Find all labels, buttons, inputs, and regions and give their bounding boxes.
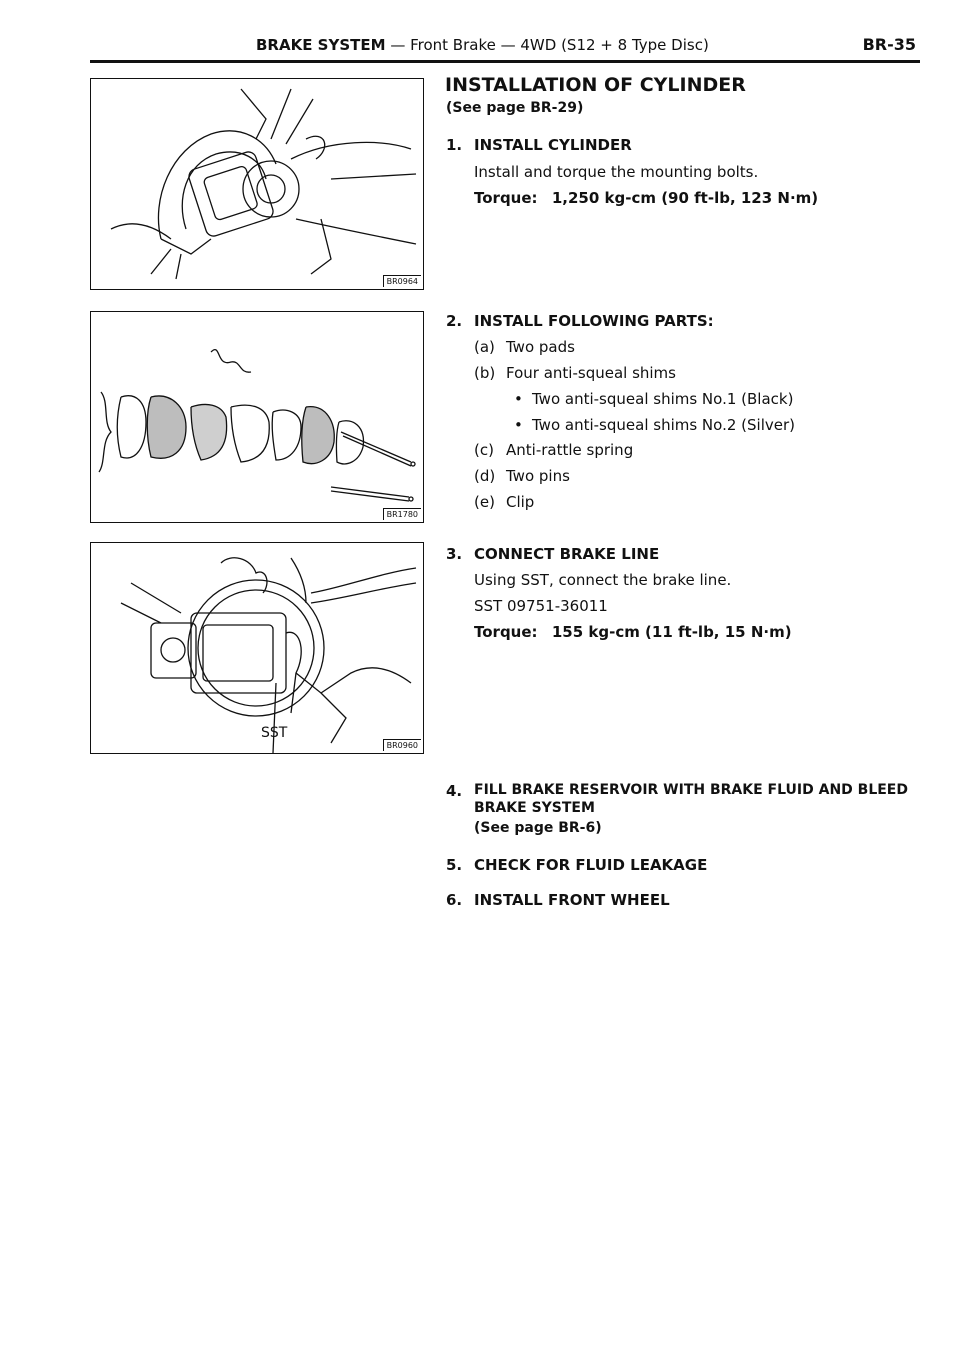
figure-cylinder-install: [90, 78, 424, 290]
step-4-label-cont: [474, 800, 595, 816]
subitem-letter: (d): [474, 467, 496, 485]
step-6: [446, 891, 906, 911]
page-header: [90, 34, 920, 63]
step-1-text: Install and torque the mounting bolts.: [474, 163, 759, 181]
subitem-letter: (e): [474, 493, 495, 511]
section-title: INSTALLATION OF CYLINDER: [445, 74, 746, 96]
step-number: 5.: [446, 856, 463, 874]
torque-label: Torque:: [474, 189, 538, 207]
step-2: [446, 312, 906, 332]
step-label: INSTALL FOLLOWING PARTS:: [474, 312, 714, 330]
brake-line-illustration: [91, 543, 423, 753]
step-label-continued: BRAKE SYSTEM: [474, 800, 595, 816]
section-see-reference: (See page BR-29): [446, 100, 584, 116]
subitem-text: Anti-rattle spring: [506, 441, 634, 459]
step-label: CHECK FOR FLUID LEAKAGE: [474, 856, 708, 874]
bullet-dot-icon: •: [514, 390, 523, 408]
step-label: INSTALL CYLINDER: [474, 136, 632, 154]
figure-code: BR0960: [383, 739, 421, 751]
torque-value: 155 kg-cm (11 ft-lb, 15 N·m): [551, 623, 792, 641]
bullet-text: Two anti-squeal shims No.1 (Black): [532, 390, 794, 408]
subitem-letter: (c): [474, 441, 494, 459]
step-number: 6.: [446, 891, 463, 909]
step-number: 4.: [446, 782, 463, 800]
step-4: [446, 782, 916, 802]
step-label: CONNECT BRAKE LINE: [474, 545, 660, 563]
figure-code: BR1780: [383, 508, 421, 520]
header-title: [256, 36, 709, 54]
figure-pads-parts: [90, 311, 424, 523]
step-3: [446, 545, 906, 565]
step-label: FILL BRAKE RESERVOIR WITH BRAKE FLUID AND BLEED: [474, 782, 908, 798]
bullet-dot-icon: •: [514, 416, 523, 434]
torque-value: 1,250 kg-cm (90 ft-lb, 123 N·m): [551, 189, 819, 207]
subitem-text: Four anti-squeal shims: [506, 364, 676, 382]
subitem-letter: (a): [474, 338, 495, 356]
subitem-text: Clip: [506, 493, 535, 511]
bullet-text: Two anti-squeal shims No.2 (Silver): [532, 416, 795, 434]
step-3-sst: SST 09751-36011: [474, 597, 608, 615]
torque-label: Torque:: [474, 623, 538, 641]
page-number: BR-35: [862, 35, 916, 54]
step-4-see-reference: (See page BR-6): [474, 820, 602, 836]
caliper-illustration: [91, 79, 423, 289]
step-number: 2.: [446, 312, 463, 330]
step-label: INSTALL FRONT WHEEL: [474, 891, 670, 909]
step-number: 1.: [446, 136, 463, 154]
step-3-torque: [474, 623, 792, 641]
header-subtitle: — Front Brake — 4WD (S12 + 8 Type Disc): [385, 36, 709, 54]
subitem-text: Two pins: [506, 467, 570, 485]
subitem-letter: (b): [474, 364, 496, 382]
step-5: [446, 856, 906, 876]
step-1: [446, 136, 906, 156]
figure-brake-line: [90, 542, 424, 754]
pads-illustration: [91, 312, 423, 522]
step-number: 3.: [446, 545, 463, 563]
step-3-text: Using SST, connect the brake line.: [474, 571, 732, 589]
header-system: BRAKE SYSTEM: [256, 36, 386, 54]
subitem-text: Two pads: [506, 338, 575, 356]
sst-label: SST: [261, 725, 288, 741]
step-1-torque: [474, 189, 818, 207]
figure-code: BR0964: [383, 275, 421, 287]
